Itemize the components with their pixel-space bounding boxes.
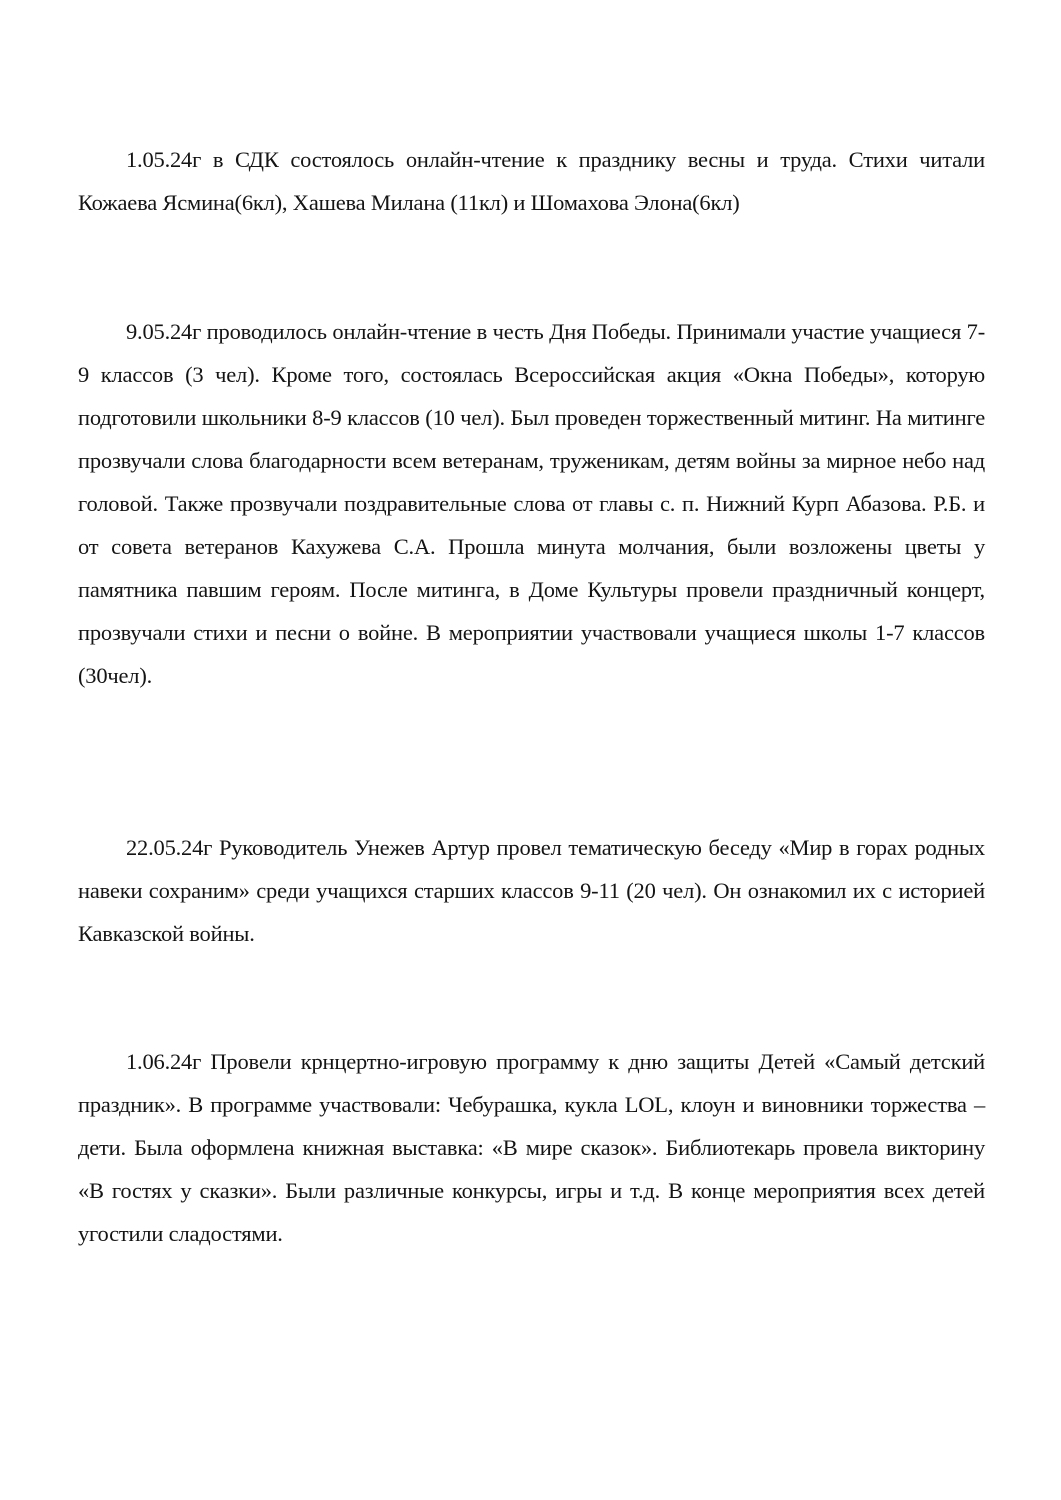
paragraph-victory-day: 9.05.24г проводилось онлайн-чтение в честь Дня Победы. Принимали участие учащиеся 7-9 классов (3 чел). Кроме того, состоялась Всероссийская акция «Окна Победы», которую подготовили школьники 8-9 классов (10 чел). Был проведен торжественный митинг. На митинге прозвучали слова благодарности всем ветеранам, труженикам, детям войны за мирное небо над головой. Также прозвучали поздравительные слова от главы с. п. Нижний Курп Абазова. Р.Б. и от совета ветеранов Кахужева С.А. Прошла минута молчания, были возложены цветы у памятника павшим героям. После митинга, в Доме Культуры провели праздничный концерт, прозвучали стихи и песни о войне. В мероприятии участвовали учащиеся школы 1-7 классов (30чел). xyxy=(78,319,985,688)
paragraph-may-1-reading: 1.05.24г в СДК состоялось онлайн-чтение к празднику весны и труда. Стихи читали Кожаева Ясмина(6кл), Хашева Милана (11кл) и Шомахова Элона(6кл) xyxy=(78,147,985,215)
paragraph-children-day: 1.06.24г Провели крнцертно-игровую программу к дню защиты Детей «Самый детский праздник». В программе участвовали: Чебурашка, кукла LOL, клоун и виновники торжества – дети. Была оформлена книжная выставка: «В мире сказок». Библиотекарь провела викторину «В гостях у сказки». Были различные конкурсы, игры и т.д. В конце мероприятия всех детей угостили сладостями. xyxy=(78,1049,985,1246)
paragraph-caucasus-talk: 22.05.24г Руководитель Унежев Артур провел тематическую беседу «Мир в горах родных навеки сохраним» среди учащихся старших классов 9-11 (20 чел). Он ознакомил их с историей Кавказской войны. xyxy=(78,835,985,946)
